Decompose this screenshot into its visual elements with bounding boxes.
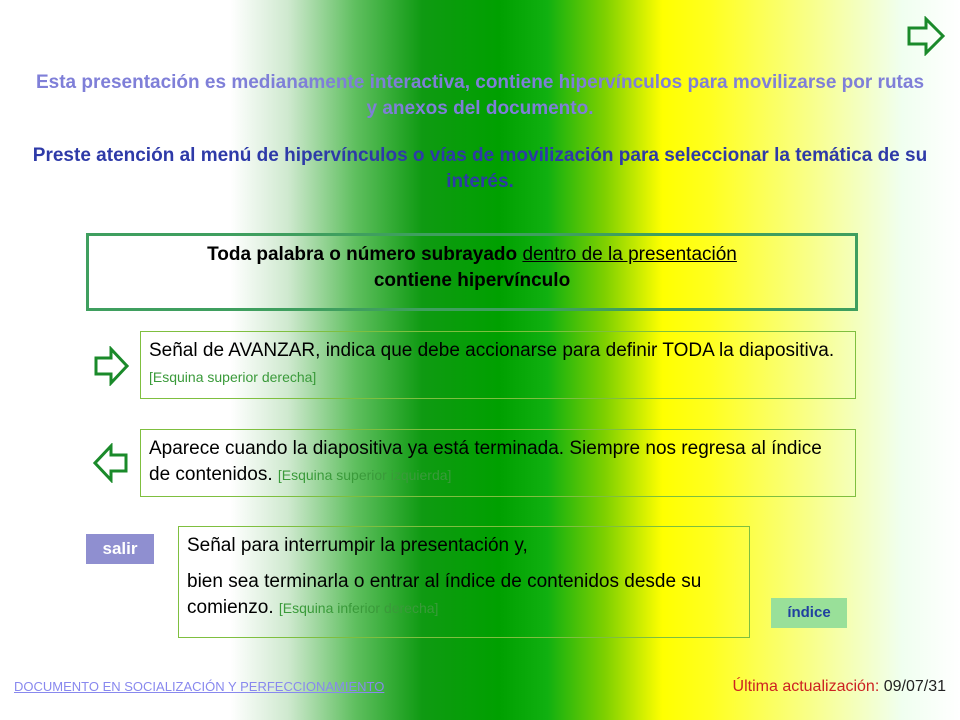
exit-hint-text: [Esquina inferior derecha] xyxy=(278,600,439,616)
last-update-value: 09/07/31 xyxy=(883,678,946,695)
advance-description-text: Señal de AVANZAR, indica que debe accionarse para definir TODA la diapositiva. xyxy=(149,340,835,361)
arrow-right-outline-icon xyxy=(93,346,129,386)
notice-bold-text: Toda palabra o número subrayado xyxy=(207,244,523,265)
advance-hint-text: [Esquina superior derecha] xyxy=(149,369,317,385)
index-button[interactable]: índice xyxy=(771,598,847,628)
hyperlink-notice-box xyxy=(86,233,858,311)
advance-description-box xyxy=(140,331,856,399)
back-description-box xyxy=(140,429,856,497)
intro-text-attention: Preste atención al menú de hipervínculos o vías de movilización para seleccionar la temática de su interés. xyxy=(32,145,928,192)
exit-description-box xyxy=(178,526,750,638)
exit-description-line2 xyxy=(187,569,741,621)
intro-text-interactive: Esta presentación es medianamente interactiva, contiene hipervínculos para movilizarse por rutas y anexos del documento. xyxy=(35,72,925,119)
exit-description-line1: Señal para interrumpir la presentación y, xyxy=(187,535,528,556)
next-slide-button[interactable] xyxy=(906,16,946,56)
back-hint-text: [Esquina superior izquierda] xyxy=(277,467,452,483)
arrow-right-outline-icon xyxy=(906,16,946,56)
last-update-label: Última actualización: xyxy=(732,678,880,695)
back-description-text: Aparece cuando la diapositiva ya está terminada. Siempre nos regresa al índice de contenidos. xyxy=(149,438,822,485)
notice-bold-end-text: contiene hipervínculo xyxy=(373,270,571,291)
advance-arrow-sample xyxy=(93,346,129,386)
notice-underlined-text: dentro de la presentación xyxy=(522,244,737,265)
document-status-link[interactable]: DOCUMENTO EN SOCIALIZACIÓN Y PERFECCIONAMIENTO xyxy=(14,679,385,694)
exit-description-text: bien sea terminarla o entrar al índice de contenidos desde su comienzo. xyxy=(187,571,702,618)
arrow-left-outline-icon xyxy=(93,443,129,483)
last-update xyxy=(733,678,946,696)
exit-button[interactable]: salir xyxy=(86,534,154,564)
back-arrow-sample xyxy=(93,443,129,483)
